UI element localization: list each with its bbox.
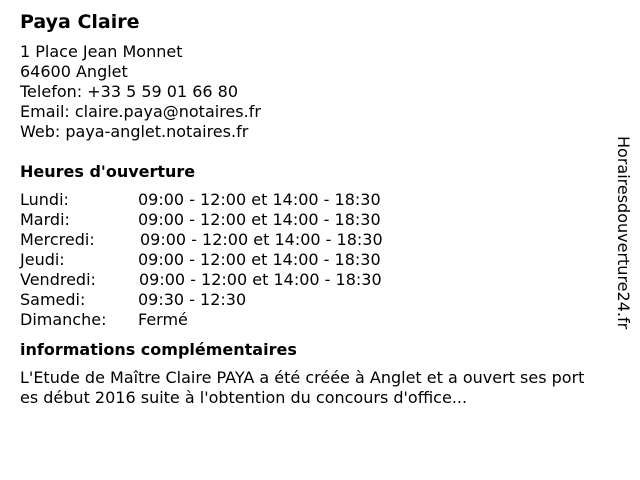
day-hours: 09:00 - 12:00 et 14:00 - 18:30 [139, 270, 382, 289]
hours-row-monday [20, 190, 600, 210]
hours-row-wednesday [20, 230, 600, 250]
day-label: Mardi: [20, 210, 70, 229]
address-city: 64600 Anglet [20, 62, 128, 81]
day-hours: 09:00 - 12:00 et 14:00 - 18:30 [138, 250, 381, 269]
additional-info-heading: informations complémentaires [20, 340, 297, 359]
day-hours: 09:00 - 12:00 et 14:00 - 18:30 [138, 210, 381, 229]
day-hours: 09:00 - 12:00 et 14:00 - 18:30 [140, 230, 383, 249]
web-line: Web: paya-anglet.notaires.fr [20, 122, 249, 141]
day-label: Lundi: [20, 190, 69, 209]
opening-hours-list [20, 190, 600, 330]
phone-line: Telefon: +33 5 59 01 66 80 [20, 82, 239, 101]
address-street: 1 Place Jean Monnet [20, 42, 183, 61]
additional-info-text: L'Etude de Maître Claire PAYA a été créée à Anglet et a ouvert ses portes début 2016 suite à l'obtention du concours d'office... [20, 368, 585, 407]
opening-hours-heading: Heures d'ouverture [20, 162, 196, 181]
day-label: Vendredi: [20, 270, 96, 289]
hours-row-friday [20, 270, 600, 290]
email-line: Email: claire.paya@notaires.fr [20, 102, 261, 121]
day-hours: 09:00 - 12:00 et 14:00 - 18:30 [138, 190, 381, 209]
day-label: Samedi: [20, 290, 86, 309]
day-label: Dimanche: [20, 310, 107, 329]
hours-row-sunday [20, 310, 600, 330]
hours-row-tuesday [20, 210, 600, 230]
business-name: Paya Claire [20, 11, 140, 33]
day-label: Jeudi: [20, 250, 65, 269]
hours-row-saturday [20, 290, 600, 310]
day-label: Mercredi: [20, 230, 95, 249]
hours-row-thursday [20, 250, 600, 270]
site-watermark: Horairesdouverture24.fr [614, 136, 633, 330]
day-hours: Fermé [138, 310, 188, 329]
business-card [20, 10, 600, 408]
day-hours: 09:30 - 12:30 [138, 290, 247, 309]
